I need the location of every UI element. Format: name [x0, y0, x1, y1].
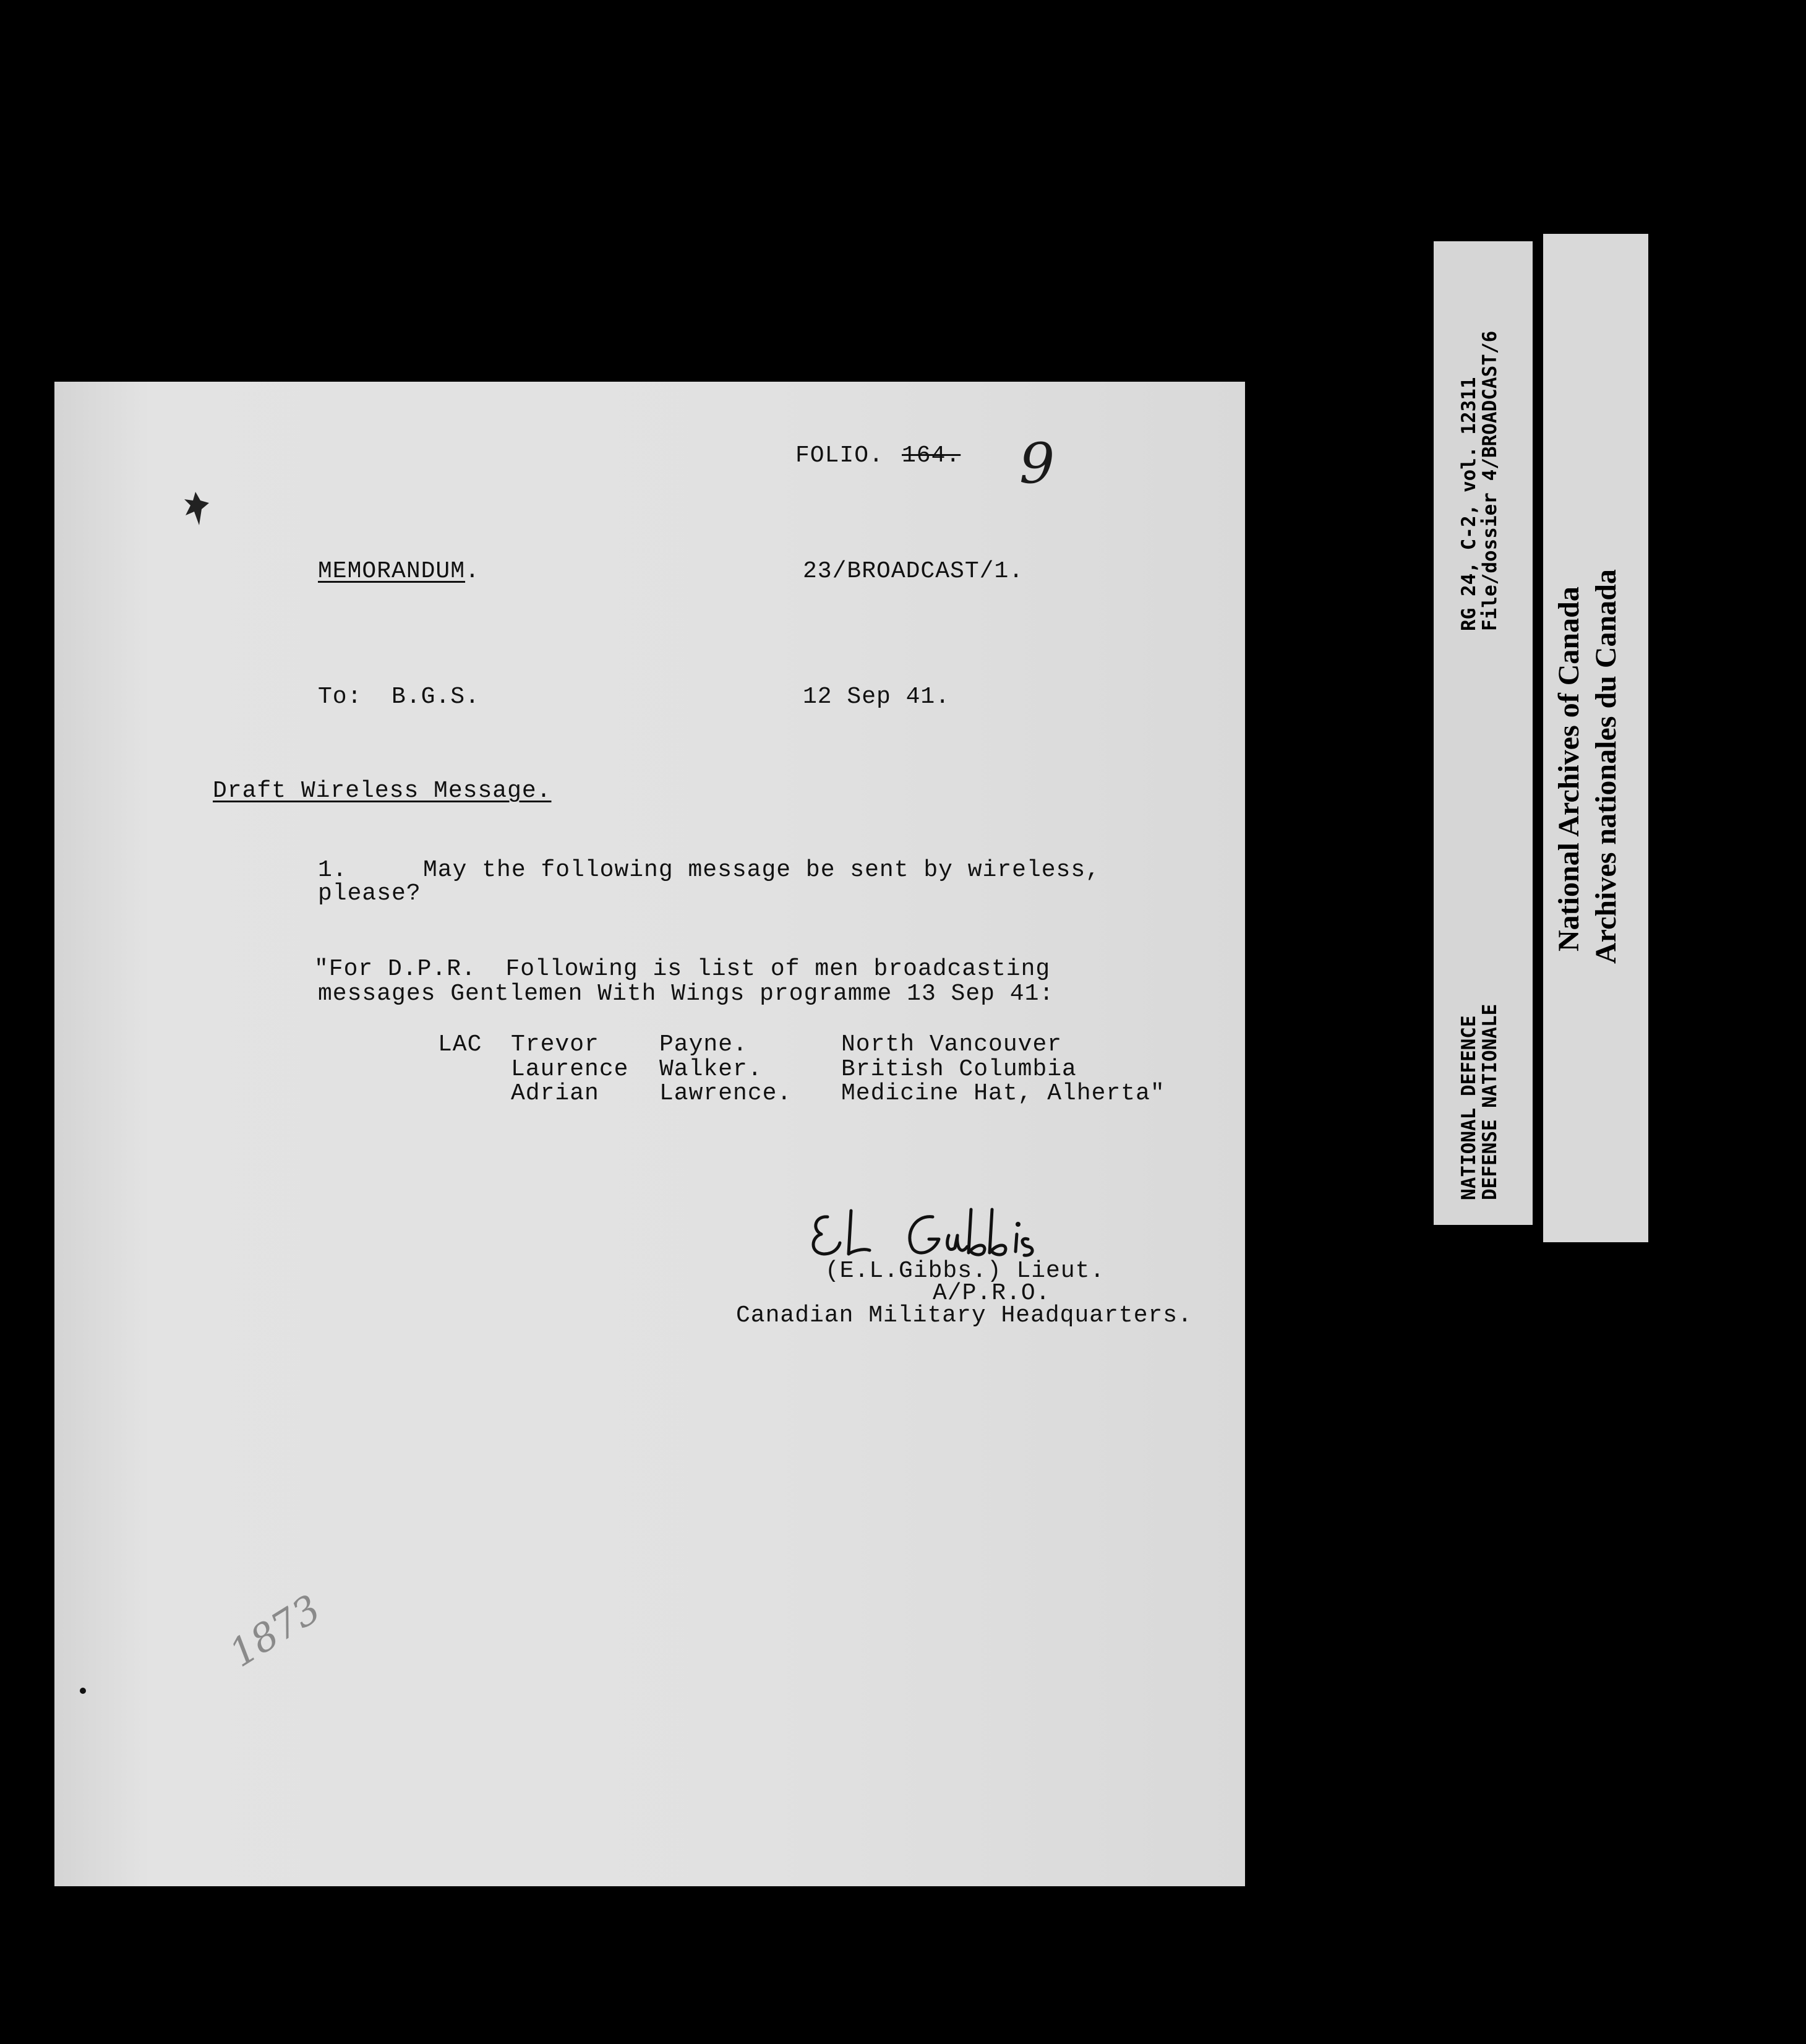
- message-line-2: messages Gentlemen With Wings programme 13 Sep 41:: [318, 981, 1055, 1007]
- department-line-2: DEFENSE NATIONALE: [1479, 1003, 1501, 1200]
- archive-reference-strip: [1434, 241, 1533, 1225]
- archive-name-strip: [1543, 234, 1648, 1242]
- man-hometown: North Vancouver: [841, 1031, 1063, 1058]
- man-first-name: Trevor: [511, 1031, 599, 1058]
- archive-name-french: Archives nationales du Canada: [1590, 569, 1622, 964]
- signature-organization: Canadian Military Headquarters.: [736, 1302, 1192, 1329]
- paragraph-line-1: May the following message be sent by wireless,: [423, 857, 1100, 883]
- folio-label: FOLIO.: [795, 442, 884, 469]
- paragraph-line-2: please?: [318, 880, 421, 907]
- man-hometown: Medicine Hat, Alherta": [841, 1080, 1165, 1107]
- document-page: [54, 382, 1245, 1886]
- folio-struck-number: 164.: [902, 442, 961, 469]
- archive-reference-line-2: File/dossier 4/BROADCAST/6: [1479, 330, 1501, 631]
- pencil-margin-note: 1873: [221, 1586, 328, 1676]
- memo-date: 12 Sep 41.: [803, 684, 951, 710]
- man-last-name: Walker.: [659, 1056, 763, 1083]
- signature-name: (E.L.Gibbs.) Lieut.: [825, 1258, 1105, 1284]
- man-last-name: Lawrence.: [659, 1080, 792, 1107]
- memo-recipient: To: B.G.S.: [318, 684, 480, 710]
- memo-subject: Draft Wireless Message.: [213, 778, 552, 804]
- memo-title-period: .: [465, 558, 480, 585]
- folio-handwritten-number: 9: [1019, 431, 1055, 496]
- memo-reference: 23/BROADCAST/1.: [803, 558, 1024, 585]
- paragraph-number: 1.: [318, 857, 348, 883]
- archive-reference-line-1: RG 24, C-2, vol. 12311: [1458, 377, 1480, 631]
- signature-title: A/P.R.O.: [933, 1280, 1051, 1307]
- man-hometown: British Columbia: [841, 1056, 1077, 1083]
- message-line-1: "For D.P.R. Following is list of men broadcasting: [314, 956, 1051, 982]
- memo-title-row: [318, 559, 480, 584]
- man-first-name: Adrian: [511, 1080, 599, 1107]
- archive-name-english: National Archives of Canada: [1552, 586, 1585, 951]
- memo-title: MEMORANDUM: [318, 558, 466, 585]
- ink-blot-mark: [178, 487, 215, 530]
- handwritten-signature: [803, 1198, 1063, 1266]
- man-last-name: Payne.: [659, 1031, 748, 1058]
- department-line-1: NATIONAL DEFENCE: [1458, 1015, 1480, 1200]
- rank-label: LAC: [438, 1031, 482, 1058]
- man-first-name: Laurence: [511, 1056, 629, 1083]
- speck-mark: [79, 1687, 87, 1694]
